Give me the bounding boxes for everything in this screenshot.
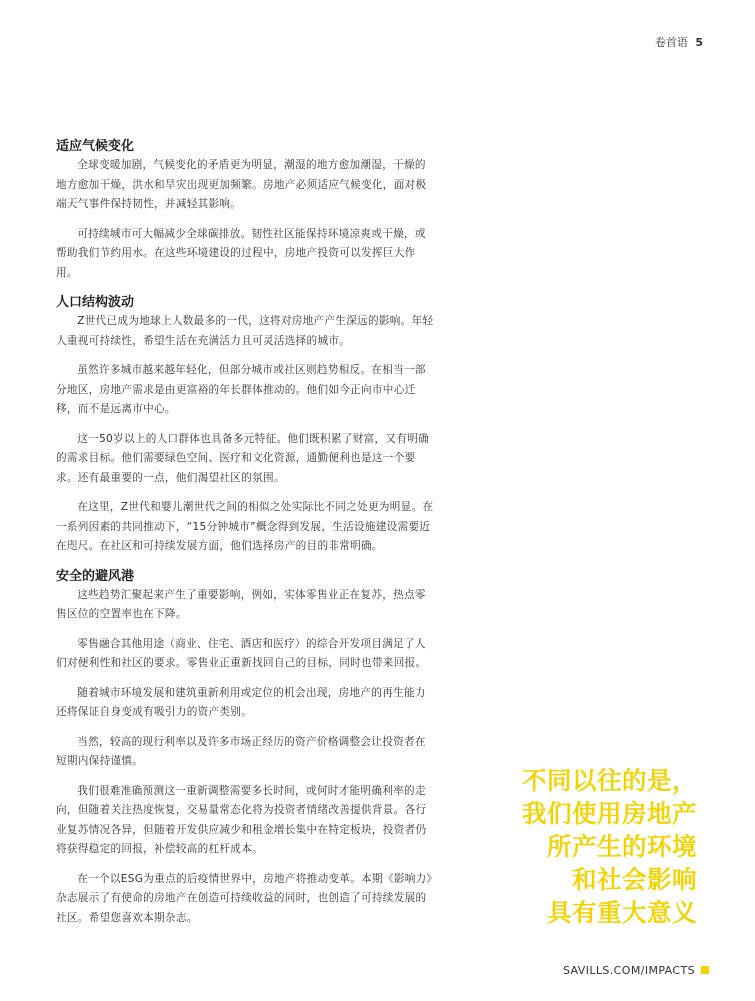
- paragraph: 随着城市环境发展和建筑重新利用或定位的机会出现，房地产的再生能力还将保证自身变成有吸引力的资产类别。: [56, 686, 426, 718]
- section-title: 安全的避风港: [56, 568, 135, 584]
- paragraph: 虽然许多城市越来越年轻化，但部分城市或社区则趋势相反。在相当一部分地区，房地产需求是由更富裕的年长群体推动的。他们如今正向市中心迁移，而不是远离市中心。: [56, 364, 426, 415]
- paragraph: 全球变暖加剧，气候变化的矛盾更为明显，潮湿的地方愈加潮湿，干燥的地方愈加干燥，洪水和旱灾出现更加频繁。房地产必须适应气候变化，面对极端天气事件保持韧性，并减轻其影响。: [56, 159, 427, 210]
- footer: [563, 964, 709, 977]
- section-demographics: [56, 293, 436, 557]
- paragraph: 这一50岁以上的人口群体也具备多元特征。他们既积累了财富，又有明确的需求目标。他们需要绿色空间、医疗和文化资源，通勤便利也是这一个要求。还有最重要的一点，他们渴望社区的氛围。: [56, 432, 429, 484]
- pull-quote-line: 具有重大意义: [547, 898, 697, 927]
- square-icon: [701, 966, 709, 974]
- paragraph: 可持续城市可大幅减少全球碳排放。韧性社区能保持环境凉爽或干燥，或帮助我们节约用水。在这些环境建设的过程中，房地产投资可以发挥巨大作用。: [56, 227, 426, 279]
- pull-quote-line: 我们使用房地产: [522, 799, 697, 828]
- paragraph: 在一个以ESG为重点的后疫情世界中，房地产将推动变革。本期《影响力》杂志展示了有使命的房地产在创造可持续收益的同时，也创造了可持续发展的社区。希望您喜欢本期杂志。: [56, 872, 433, 924]
- paragraph: 当然，较高的现行利率以及许多市场正经历的资产价格调整会让投资者在短期内保持谨慎。: [56, 735, 426, 767]
- pull-quote-line: 和社会影响: [572, 865, 697, 894]
- section-climate: [56, 137, 436, 283]
- pull-quote: [487, 764, 697, 929]
- running-header: [655, 34, 703, 50]
- pull-quote-line: 不同以往的是，: [522, 766, 697, 795]
- pull-quote-line: 所产生的环境: [547, 832, 697, 861]
- section-label: 卷首语: [654, 36, 688, 49]
- section-title: 适应气候变化: [56, 139, 135, 154]
- page-number: 5: [695, 36, 703, 49]
- paragraph: 我们很难准确预测这一重新调整需要多长时间，或何时才能明确利率的走向，但随着关注热度恢复，交易量常态化将为投资者情绪改善提供背景。各行业复苏情况各异，但随着开发供应减少和租金增长集中在特定板块，投资者仍将获得稳定的回报，补偿较高的杠杆成本。: [56, 784, 427, 855]
- article-body: [56, 137, 436, 938]
- footer-url-link[interactable]: SAVILLS.COM/IMPACTS: [562, 964, 695, 977]
- paragraph: Z世代已成为地球上人数最多的一代，这将对房地产产生深远的影响。年轻人重视可持续性，希望生活在充满活力且可灵活选择的城市。: [56, 315, 434, 347]
- section-title: 人口结构波动: [56, 295, 135, 310]
- paragraph: 在这里，Z世代和婴儿潮世代之间的相似之处实际比不同之处更为明显。在一系列因素的共同推动下，“15分钟城市”概念得到发展，生活设施建设需要近在咫尺。在社区和可持续发展方面，他们选择房产的目的非常明确。: [56, 501, 434, 552]
- section-safe-haven: [56, 567, 436, 929]
- paragraph: 这些趋势汇聚起来产生了重要影响，例如，实体零售业正在复苏，热点零售区位的空置率也在下降。: [56, 588, 426, 620]
- paragraph: 零售融合其他用途（商业、住宅、酒店和医疗）的综合开发项目满足了人们对便利性和社区的要求。零售业正重新找回自己的目标，同时也带来回报。: [56, 637, 427, 669]
